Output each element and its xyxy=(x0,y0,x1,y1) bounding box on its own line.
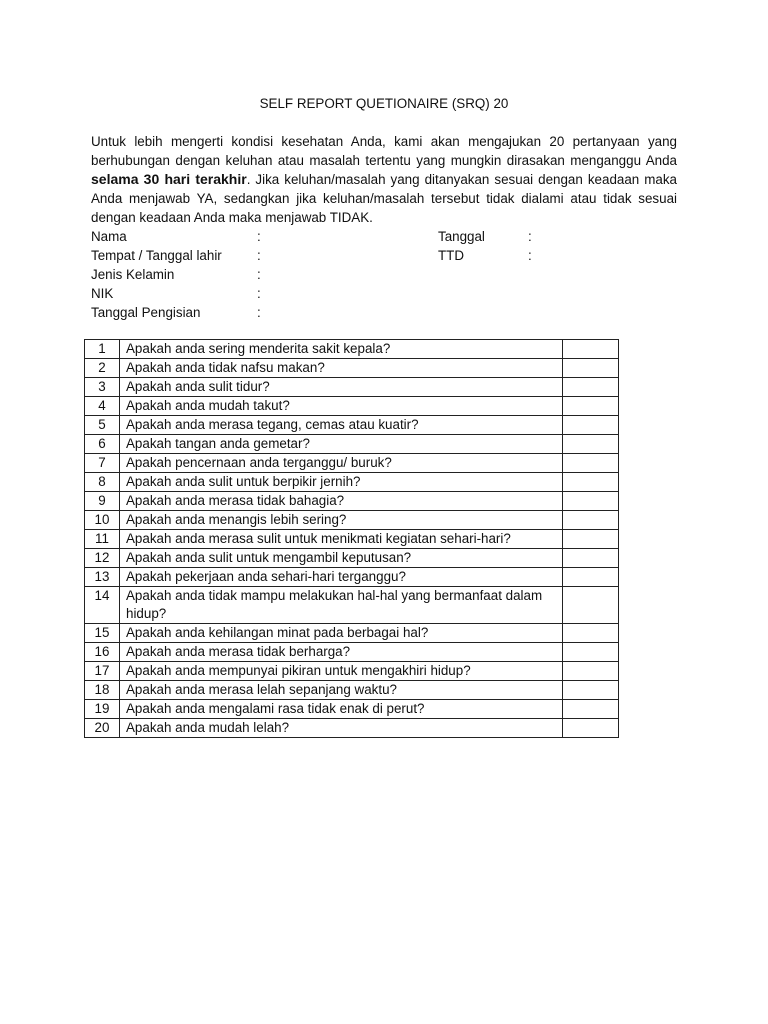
table-row xyxy=(85,662,619,681)
question-number: 10 xyxy=(85,511,120,530)
question-text: Apakah anda merasa tidak berharga? xyxy=(120,643,563,662)
question-number: 16 xyxy=(85,643,120,662)
question-number: 15 xyxy=(85,624,120,643)
field-row-tempat xyxy=(91,246,677,265)
question-number: 20 xyxy=(85,719,120,738)
table-row xyxy=(85,397,619,416)
table-row xyxy=(85,473,619,492)
intro-text-part2: . Jika keluhan/masalah yang ditanyakan sesuai dengan keadaan maka Anda menjawab YA, sedangkan jika keluhan/masalah tersebut tidak dialami atau tidak sesuai dengan keadaan Anda maka menjawab TIDAK. xyxy=(91,172,677,225)
table-row xyxy=(85,530,619,549)
answer-cell[interactable] xyxy=(563,435,619,454)
field-row-pengisian xyxy=(91,303,677,322)
answer-cell[interactable] xyxy=(563,340,619,359)
document-title: SELF REPORT QUETIONAIRE (SRQ) 20 xyxy=(259,96,509,111)
identity-fields xyxy=(91,227,677,322)
question-text: Apakah anda sering menderita sakit kepala? xyxy=(120,340,563,359)
question-text: Apakah anda mengalami rasa tidak enak di perut? xyxy=(120,700,563,719)
intro-text-part1: Untuk lebih mengerti kondisi kesehatan Anda, kami akan mengajukan 20 pertanyaan yang berhubungan dengan keluhan atau masalah tertentu yang mungkin dirasakan menganggu Anda xyxy=(91,134,677,168)
table-row xyxy=(85,511,619,530)
field-colon: : xyxy=(528,229,532,244)
question-number: 8 xyxy=(85,473,120,492)
intro-emphasis: selama 30 hari terakhir xyxy=(91,171,247,187)
question-number: 4 xyxy=(85,397,120,416)
question-number: 9 xyxy=(85,492,120,511)
question-number: 13 xyxy=(85,568,120,587)
question-number: 19 xyxy=(85,700,120,719)
answer-cell[interactable] xyxy=(563,624,619,643)
question-number: 17 xyxy=(85,662,120,681)
field-label-nama: Nama xyxy=(91,229,127,244)
field-colon: : xyxy=(257,267,261,282)
table-row xyxy=(85,435,619,454)
table-row xyxy=(85,549,619,568)
table-row xyxy=(85,454,619,473)
answer-cell[interactable] xyxy=(563,378,619,397)
answer-cell[interactable] xyxy=(563,587,619,624)
table-row xyxy=(85,359,619,378)
field-label-nik: NIK xyxy=(91,286,114,301)
field-label-jenis-kelamin: Jenis Kelamin xyxy=(91,267,175,282)
question-number: 14 xyxy=(85,587,120,624)
table-row xyxy=(85,719,619,738)
answer-cell[interactable] xyxy=(563,568,619,587)
table-row xyxy=(85,568,619,587)
field-label-tempat-tanggal-lahir: Tempat / Tanggal lahir xyxy=(91,248,222,263)
question-text: Apakah tangan anda gemetar? xyxy=(120,435,563,454)
field-colon: : xyxy=(257,286,261,301)
table-row xyxy=(85,681,619,700)
field-colon: : xyxy=(257,229,261,244)
question-number: 7 xyxy=(85,454,120,473)
question-text: Apakah pekerjaan anda sehari-hari terganggu? xyxy=(120,568,563,587)
answer-cell[interactable] xyxy=(563,719,619,738)
answer-cell[interactable] xyxy=(563,700,619,719)
question-text: Apakah anda merasa sulit untuk menikmati kegiatan sehari-hari? xyxy=(120,530,563,549)
questionnaire-body xyxy=(85,340,619,738)
field-label-tanggal-pengisian: Tanggal Pengisian xyxy=(91,305,201,320)
table-row xyxy=(85,700,619,719)
answer-cell[interactable] xyxy=(563,454,619,473)
question-number: 2 xyxy=(85,359,120,378)
question-number: 12 xyxy=(85,549,120,568)
table-row xyxy=(85,587,619,624)
answer-cell[interactable] xyxy=(563,492,619,511)
question-text: Apakah anda sulit tidur? xyxy=(120,378,563,397)
question-text: Apakah anda merasa tidak bahagia? xyxy=(120,492,563,511)
question-text: Apakah anda merasa tegang, cemas atau kuatir? xyxy=(120,416,563,435)
question-number: 3 xyxy=(85,378,120,397)
question-number: 18 xyxy=(85,681,120,700)
answer-cell[interactable] xyxy=(563,549,619,568)
answer-cell[interactable] xyxy=(563,473,619,492)
question-text: Apakah anda mempunyai pikiran untuk mengakhiri hidup? xyxy=(120,662,563,681)
table-row xyxy=(85,492,619,511)
question-number: 11 xyxy=(85,530,120,549)
answer-cell[interactable] xyxy=(563,511,619,530)
question-text: Apakah anda sulit untuk mengambil keputusan? xyxy=(120,549,563,568)
answer-cell[interactable] xyxy=(563,359,619,378)
question-text: Apakah pencernaan anda terganggu/ buruk? xyxy=(120,454,563,473)
answer-cell[interactable] xyxy=(563,416,619,435)
table-row xyxy=(85,624,619,643)
answer-cell[interactable] xyxy=(563,397,619,416)
table-row xyxy=(85,416,619,435)
answer-cell[interactable] xyxy=(563,681,619,700)
question-number: 6 xyxy=(85,435,120,454)
field-colon: : xyxy=(528,248,532,263)
answer-cell[interactable] xyxy=(563,643,619,662)
field-row-kelamin xyxy=(91,265,677,284)
question-text: Apakah anda kehilangan minat pada berbagai hal? xyxy=(120,624,563,643)
question-text: Apakah anda mudah lelah? xyxy=(120,719,563,738)
table-row xyxy=(85,643,619,662)
answer-cell[interactable] xyxy=(563,662,619,681)
question-text: Apakah anda tidak nafsu makan? xyxy=(120,359,563,378)
intro-paragraph xyxy=(91,132,677,227)
field-row-nama xyxy=(91,227,677,246)
field-row-nik xyxy=(91,284,677,303)
table-row xyxy=(85,378,619,397)
field-colon: : xyxy=(257,248,261,263)
question-number: 5 xyxy=(85,416,120,435)
table-row xyxy=(85,340,619,359)
question-text: Apakah anda tidak mampu melakukan hal-hal yang bermanfaat dalam hidup? xyxy=(120,587,563,624)
question-text: Apakah anda mudah takut? xyxy=(120,397,563,416)
field-label-ttd: TTD xyxy=(438,248,465,263)
answer-cell[interactable] xyxy=(563,530,619,549)
question-text: Apakah anda merasa lelah sepanjang waktu? xyxy=(120,681,563,700)
field-colon: : xyxy=(257,305,261,320)
question-number: 1 xyxy=(85,340,120,359)
question-text: Apakah anda sulit untuk berpikir jernih? xyxy=(120,473,563,492)
questionnaire-table xyxy=(84,339,619,738)
field-label-tanggal: Tanggal xyxy=(438,229,485,244)
question-text: Apakah anda menangis lebih sering? xyxy=(120,511,563,530)
